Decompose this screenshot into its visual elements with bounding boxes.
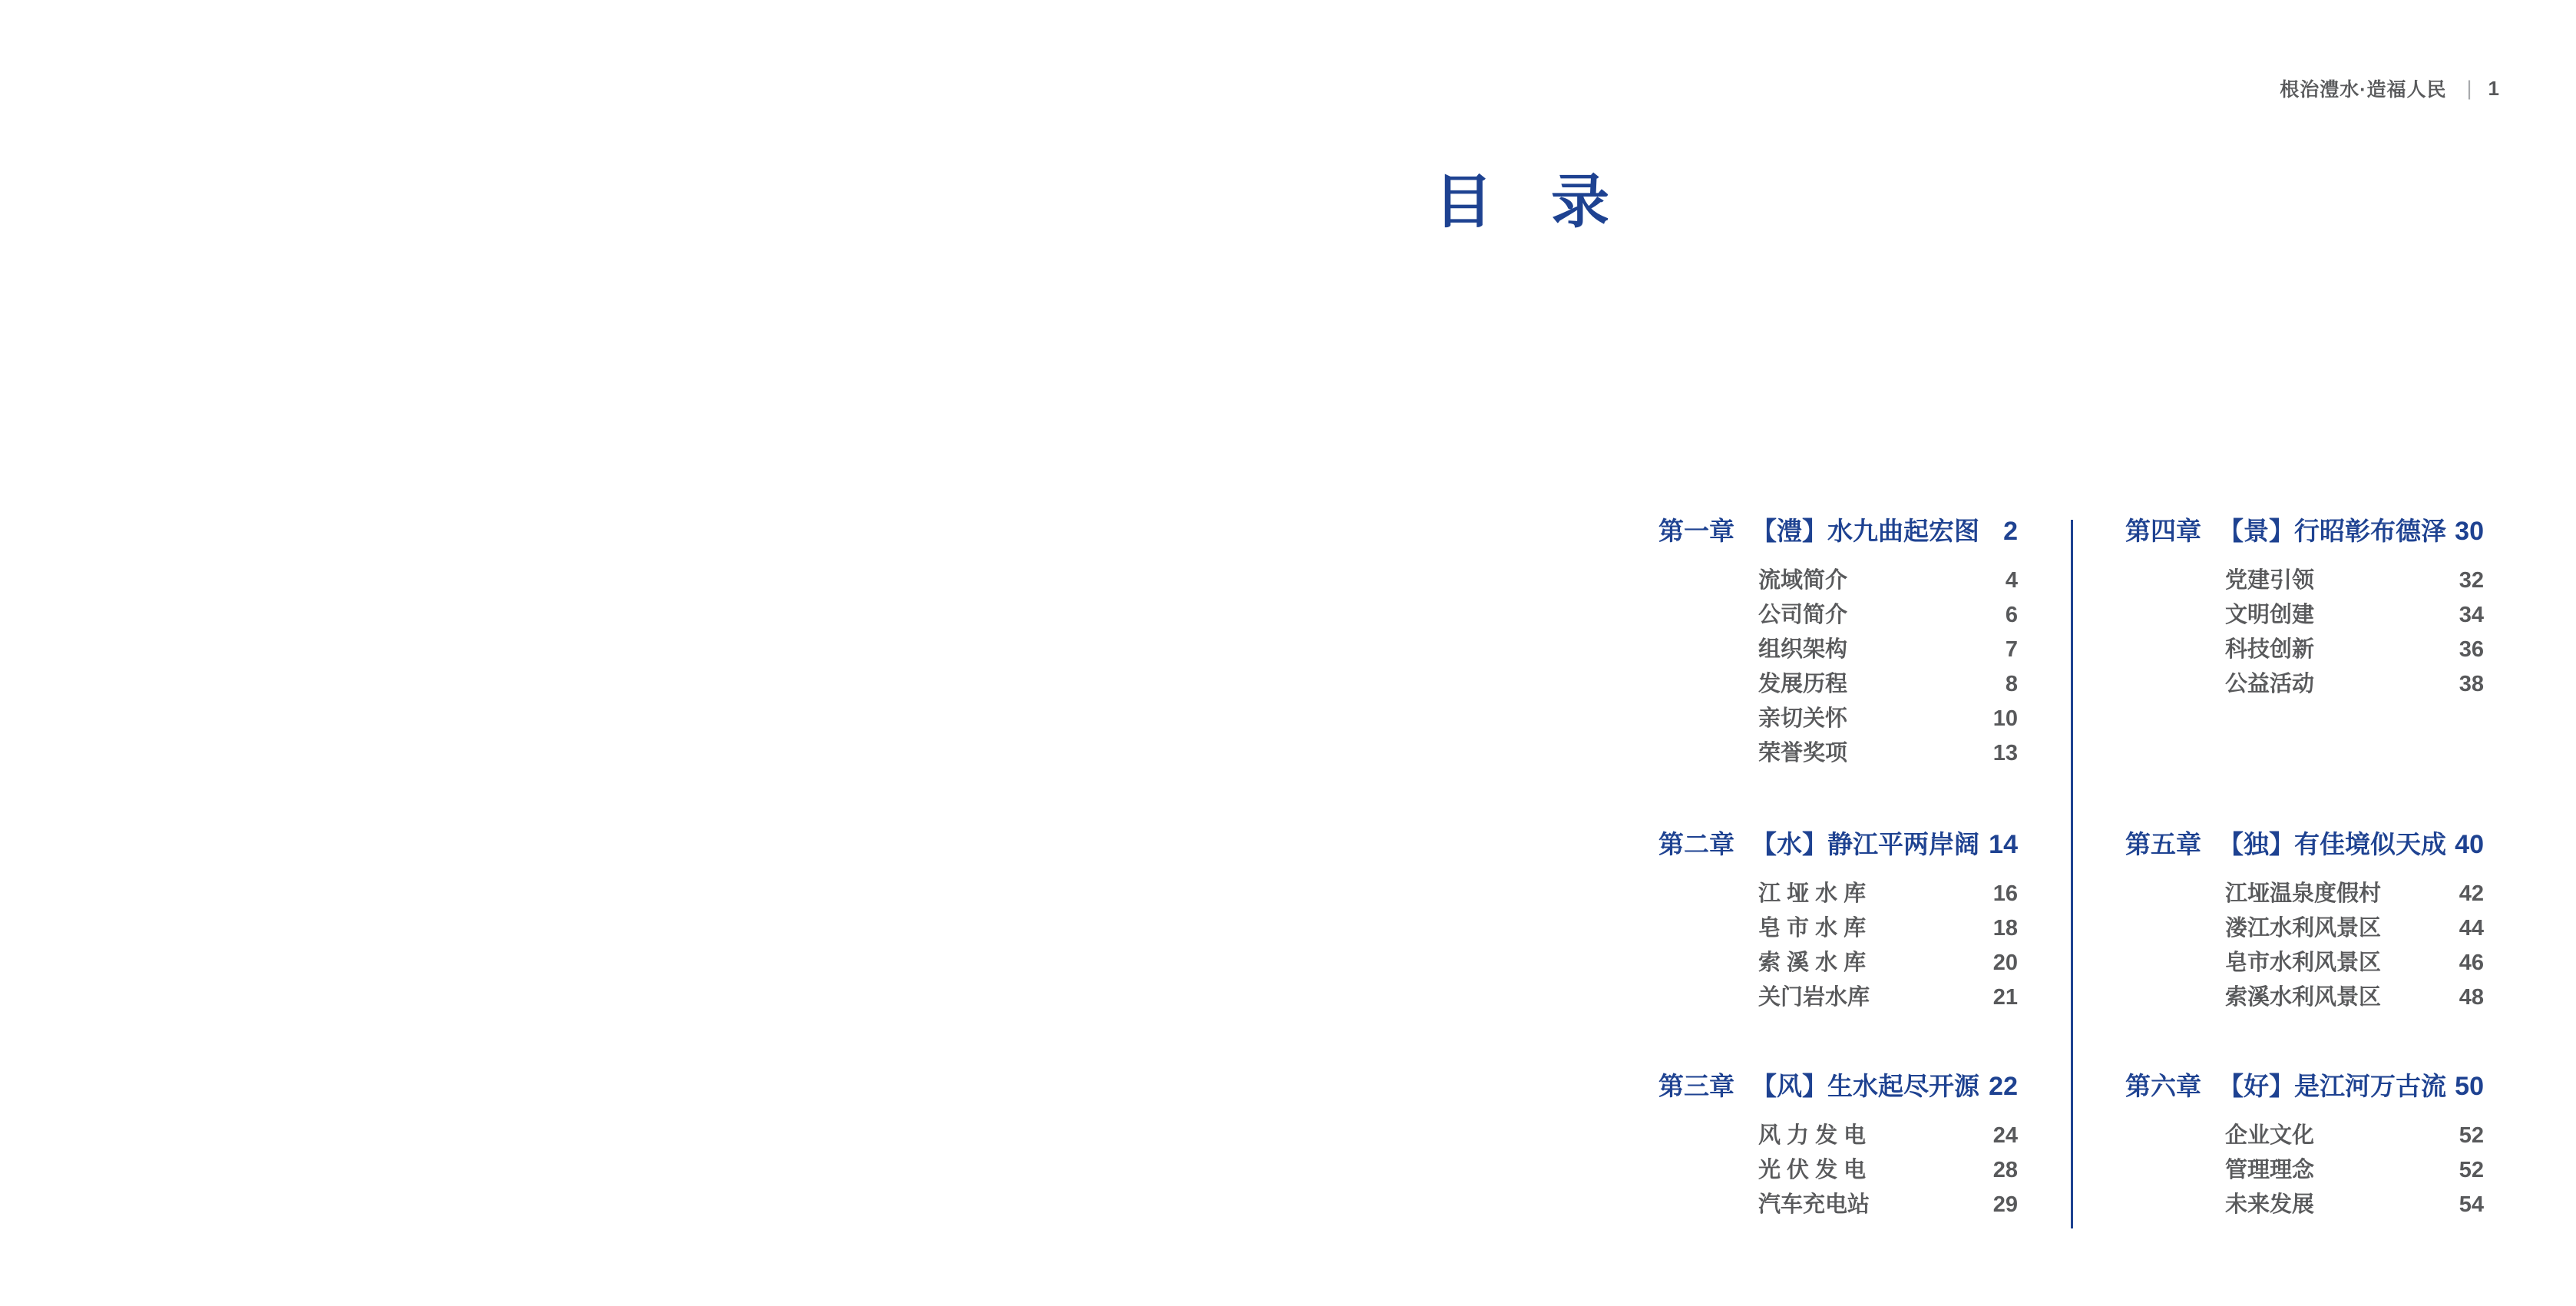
toc-item xyxy=(1658,1188,2018,1222)
toc-item xyxy=(2125,633,2484,667)
chapter-number: 第一章 xyxy=(1658,517,1734,545)
toc-item-list xyxy=(1658,877,2018,1015)
toc-item xyxy=(1658,564,2018,598)
chapter-page-number: 50 xyxy=(2455,1072,2484,1101)
toc-item-label: 亲切关怀 xyxy=(1758,706,1848,731)
toc-item-page-number: 16 xyxy=(1992,881,2018,906)
toc-item-page-number: 13 xyxy=(1992,741,2018,765)
chapter-number: 第六章 xyxy=(2125,1072,2201,1100)
toc-item xyxy=(2125,1153,2484,1188)
toc-item-list xyxy=(1658,1119,2018,1222)
toc-item xyxy=(2125,980,2484,1015)
toc-item-label: 文明创建 xyxy=(2225,603,2315,627)
toc-item-page-number: 42 xyxy=(2459,881,2484,906)
toc-item-label: 未来发展 xyxy=(2225,1192,2315,1217)
chapter-title: 【景】行昭彰布德泽 xyxy=(2218,517,2446,545)
chapter-number: 第五章 xyxy=(2125,830,2201,858)
toc-section-heading xyxy=(2125,516,2484,547)
toc-item-label: 风 力 发 电 xyxy=(1758,1123,1867,1148)
toc-item xyxy=(2125,877,2484,911)
toc-item xyxy=(1658,911,2018,946)
toc-item-label: 公司简介 xyxy=(1758,603,1848,627)
toc-item-page-number: 32 xyxy=(2459,568,2484,593)
toc-item-page-number: 24 xyxy=(1992,1123,2018,1148)
toc-item-page-number: 21 xyxy=(1992,985,2018,1010)
toc-item-page-number: 29 xyxy=(1992,1192,2018,1217)
toc-item-page-number: 4 xyxy=(2005,568,2018,593)
toc-item-label: 荣誉奖项 xyxy=(1758,741,1848,765)
toc-item-list xyxy=(1658,564,2018,771)
toc-item-label: 管理理念 xyxy=(2225,1158,2315,1182)
toc-section-heading-text xyxy=(2125,829,2446,860)
toc-item xyxy=(1658,702,2018,736)
toc-item-label: 皂 市 水 库 xyxy=(1758,916,1867,941)
toc-section xyxy=(1658,829,2018,1015)
chapter-title: 【独】有佳境似天成 xyxy=(2218,830,2446,858)
toc-item-label: 索溪水利风景区 xyxy=(2225,985,2382,1010)
toc-item xyxy=(1658,1119,2018,1153)
toc-column-left xyxy=(1658,516,2018,1238)
toc-item xyxy=(2125,598,2484,633)
chapter-page-number: 40 xyxy=(2455,830,2484,859)
column-divider xyxy=(2071,520,2073,1228)
chapter-title: 【澧】水九曲起宏图 xyxy=(1751,517,1979,545)
toc-item xyxy=(2125,667,2484,702)
chapter-page-number: 14 xyxy=(1989,830,2018,859)
page-header xyxy=(2280,74,2500,102)
toc-item-page-number: 38 xyxy=(2459,672,2484,696)
toc-item-label: 党建引领 xyxy=(2225,568,2315,593)
toc-item xyxy=(1658,633,2018,667)
toc-item-page-number: 10 xyxy=(1992,706,2018,731)
chapter-title: 【好】是江河万古流 xyxy=(2218,1072,2446,1100)
toc-item xyxy=(1658,946,2018,980)
toc-item xyxy=(1658,736,2018,771)
toc-item-label: 关门岩水库 xyxy=(1758,985,1870,1010)
toc-item-label: 光 伏 发 电 xyxy=(1758,1158,1867,1182)
toc-section-heading-text xyxy=(2125,516,2446,547)
toc-item-page-number: 20 xyxy=(1992,951,2018,975)
page-title: 目 录 xyxy=(1434,170,1609,235)
toc-item-page-number: 18 xyxy=(1992,916,2018,941)
toc-item-label: 公益活动 xyxy=(2225,672,2315,696)
toc-section-heading xyxy=(1658,829,2018,860)
toc-item-page-number: 54 xyxy=(2459,1192,2484,1217)
toc-item-list xyxy=(2125,877,2484,1015)
header-page-number: 1 xyxy=(2488,76,2500,100)
chapter-page-number: 22 xyxy=(1989,1072,2018,1101)
toc-item-page-number: 52 xyxy=(2459,1123,2484,1148)
chapter-title: 【水】静江平两岸阔 xyxy=(1751,830,1979,858)
toc-item xyxy=(1658,598,2018,633)
toc-item xyxy=(2125,911,2484,946)
toc-column-right xyxy=(2125,516,2484,1238)
toc-section-heading xyxy=(1658,516,2018,547)
toc-item-page-number: 8 xyxy=(2005,672,2018,696)
toc-item-label: 组织架构 xyxy=(1758,637,1848,662)
toc-item-label: 流域简介 xyxy=(1758,568,1848,593)
toc-section-heading-text xyxy=(1658,829,1979,860)
toc-item xyxy=(1658,877,2018,911)
toc-item-label: 江垭温泉度假村 xyxy=(2225,881,2382,906)
toc-item-page-number: 36 xyxy=(2459,637,2484,662)
toc-section xyxy=(1658,1071,2018,1222)
toc-item-page-number: 46 xyxy=(2459,951,2484,975)
toc-item xyxy=(1658,667,2018,702)
toc-item-label: 江 垭 水 库 xyxy=(1758,881,1867,906)
toc-section xyxy=(1658,516,2018,771)
toc-item-list xyxy=(2125,564,2484,702)
toc-item-page-number: 34 xyxy=(2459,603,2484,627)
toc-item xyxy=(2125,1119,2484,1153)
toc-item-label: 汽车充电站 xyxy=(1758,1192,1870,1217)
header-brand-text: 根治澧水·造福人民 xyxy=(2280,79,2447,101)
toc-item xyxy=(2125,564,2484,598)
toc-item-page-number: 48 xyxy=(2459,985,2484,1010)
toc-item-page-number: 52 xyxy=(2459,1158,2484,1182)
toc-item-page-number: 7 xyxy=(2005,637,2018,662)
toc-item xyxy=(1658,1153,2018,1188)
toc-section-heading-text xyxy=(2125,1071,2446,1102)
chapter-page-number: 30 xyxy=(2455,517,2484,546)
header-separator: | xyxy=(2466,76,2473,100)
toc-section-heading-text xyxy=(1658,516,1979,547)
toc-section-heading xyxy=(2125,829,2484,860)
toc-item-label: 科技创新 xyxy=(2225,637,2315,662)
toc-item-label: 溇江水利风景区 xyxy=(2225,916,2382,941)
toc-item-label: 索 溪 水 库 xyxy=(1758,951,1867,975)
toc-item-label: 皂市水利风景区 xyxy=(2225,951,2382,975)
toc-item-label: 企业文化 xyxy=(2225,1123,2315,1148)
toc-section xyxy=(2125,829,2484,1015)
toc-item xyxy=(2125,1188,2484,1222)
toc-item-label: 发展历程 xyxy=(1758,672,1848,696)
toc-item-list xyxy=(2125,1119,2484,1222)
chapter-number: 第四章 xyxy=(2125,517,2201,545)
toc-item xyxy=(2125,946,2484,980)
toc-section xyxy=(2125,1071,2484,1222)
toc-section-heading xyxy=(2125,1071,2484,1102)
toc-section xyxy=(2125,516,2484,702)
toc-item-page-number: 6 xyxy=(2005,603,2018,627)
toc-section-heading-text xyxy=(1658,1071,1979,1102)
toc-item xyxy=(1658,980,2018,1015)
toc-section-heading xyxy=(1658,1071,2018,1102)
table-of-contents xyxy=(1658,516,2484,1238)
toc-item-page-number: 28 xyxy=(1992,1158,2018,1182)
chapter-page-number: 2 xyxy=(2003,517,2018,546)
chapter-number: 第三章 xyxy=(1658,1072,1734,1100)
toc-item-page-number: 44 xyxy=(2459,916,2484,941)
chapter-number: 第二章 xyxy=(1658,830,1734,858)
chapter-title: 【风】生水起尽开源 xyxy=(1751,1072,1979,1100)
